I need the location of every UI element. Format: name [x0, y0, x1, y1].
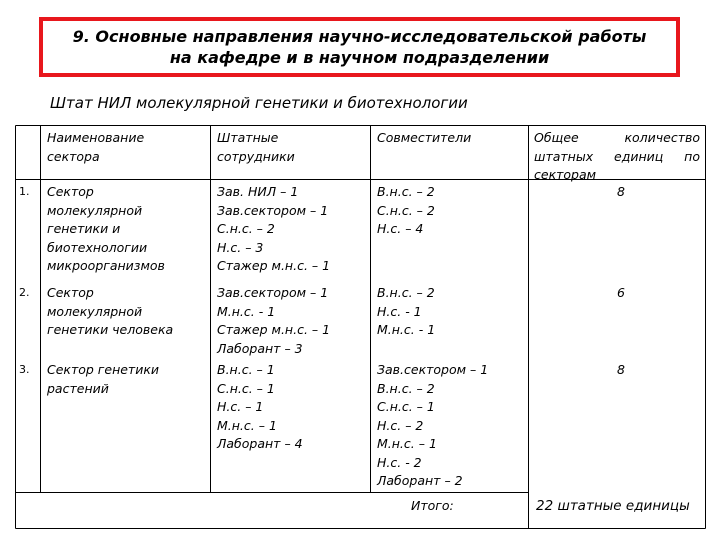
- title-line-2: на кафедре и в научном подразделении: [169, 48, 550, 67]
- row-number: 3.: [19, 363, 30, 376]
- row-number: 1.: [19, 185, 30, 198]
- row-3-total: 8: [617, 362, 625, 377]
- header-staff: Штатные сотрудники: [217, 130, 295, 164]
- row-2-part-time: В.н.с. – 2 Н.с. - 1 М.н.с. - 1: [377, 285, 436, 337]
- row-1-sector: Сектор молекулярной генетики и биотехнологии микроорганизмов: [47, 184, 165, 273]
- row-3-staff: В.н.с. – 1 С.н.с. – 1 Н.с. – 1 М.н.с. – 1 Лаборант – 4: [217, 362, 303, 451]
- grand-total: 22 штатные единицы: [536, 498, 690, 514]
- title-line-1: 9. Основные направления научно-исследовательской работы: [72, 27, 647, 46]
- row-3-sector: Сектор генетики растений: [47, 362, 160, 396]
- row-2-total: 6: [617, 285, 625, 300]
- row-number: 2.: [19, 286, 30, 299]
- header-sector: Наименование сектора: [47, 130, 145, 164]
- row-1-part-time: В.н.с. – 2 С.н.с. – 2 Н.с. – 4: [377, 184, 435, 236]
- row-3-part-time: Зав.сектором – 1 В.н.с. – 2 С.н.с. – 1 Н.с. – 2 М.н.с. – 1 Н.с. - 2 Лаборант – 2: [377, 362, 489, 488]
- header-part-time: Совместители: [377, 130, 472, 145]
- row-2-sector: Сектор молекулярной генетики человека: [47, 285, 174, 337]
- row-2-staff: Зав.сектором – 1 М.н.с. - 1 Стажер м.н.с. – 1 Лаборант – 3: [217, 285, 331, 356]
- table-caption: Штат НИЛ молекулярной генетики и биотехнологии: [50, 94, 468, 112]
- total-label: Итого:: [411, 498, 454, 513]
- row-1-total: 8: [617, 184, 625, 199]
- row-1-staff: Зав. НИЛ – 1 Зав.сектором – 1 С.н.с. – 2 Н.с. – 3 Стажер м.н.с. – 1: [217, 184, 331, 273]
- header-total: Общее количество штатных единиц по секторам: [534, 130, 700, 182]
